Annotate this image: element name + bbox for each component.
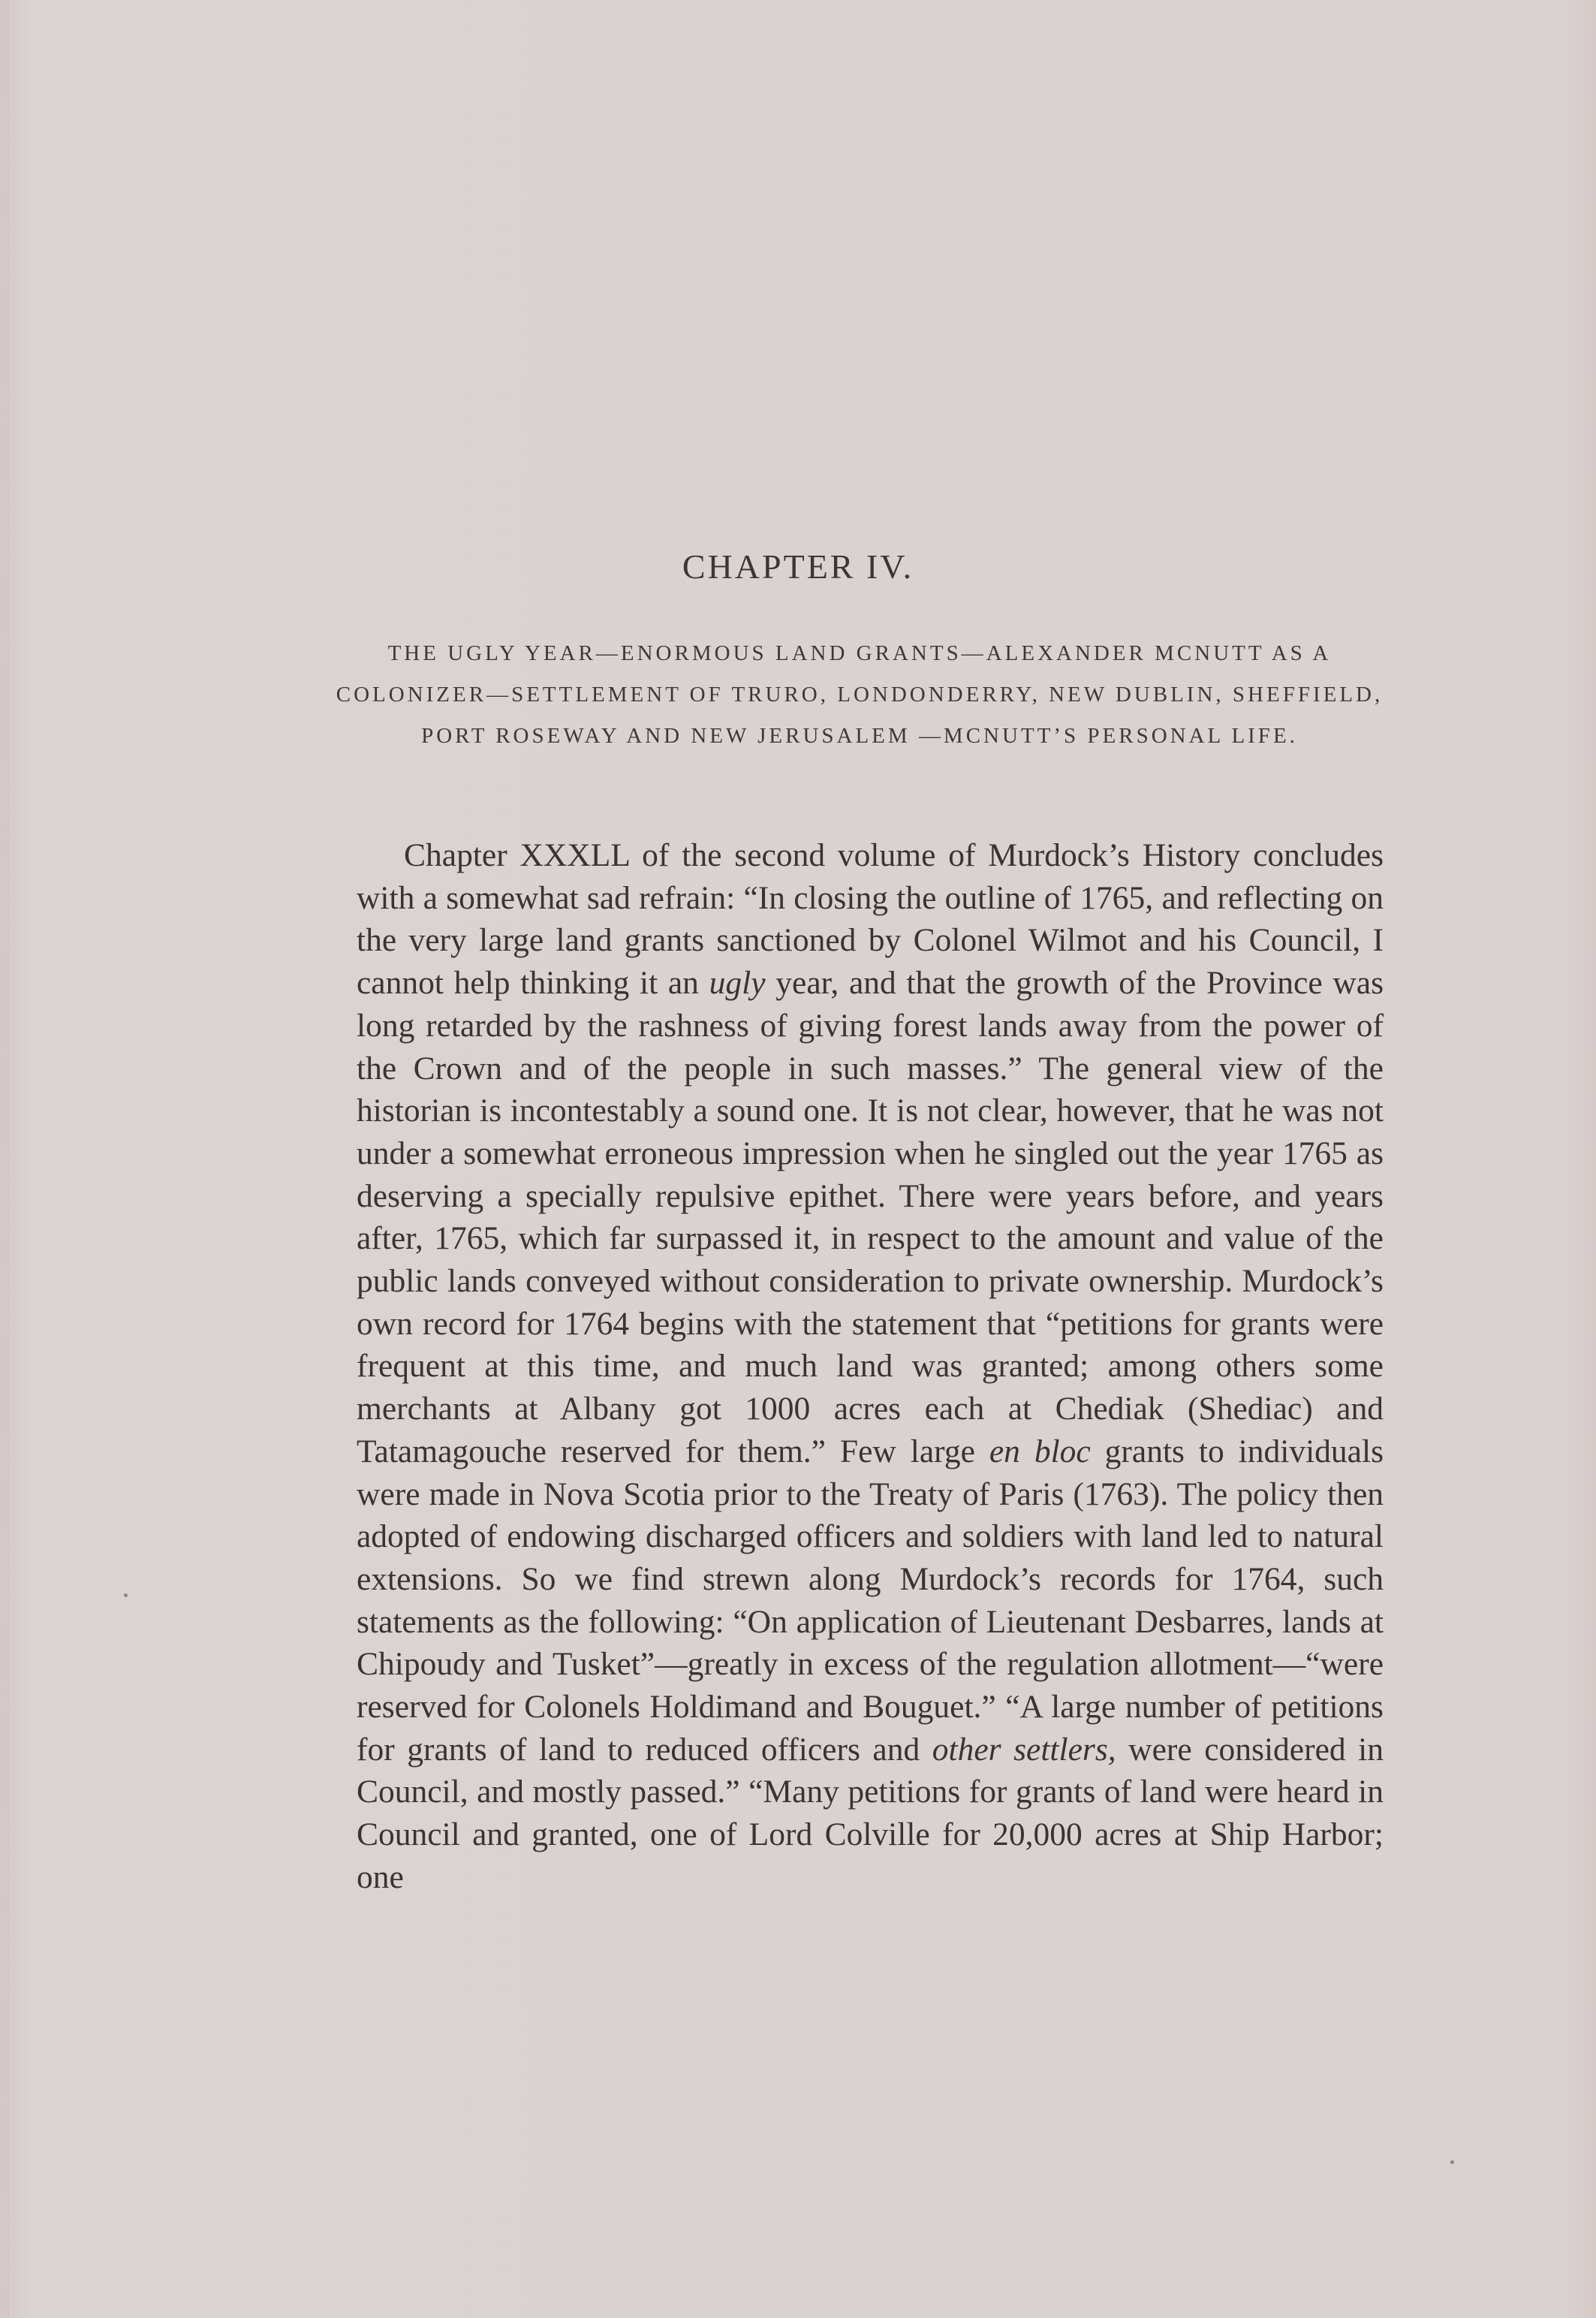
page-edge [8,0,9,2318]
text-segment: grants to individuals were made in Nova Scotia prior to the Treaty of Paris (1763). The policy then adopted of endowing discharged officers and soldiers with land led to natural extensions. So we find strewn along Murdock’s records for 1764, such statements as the following: “On application of Lieutenant Desbarres, lands at Chipoudy and Tusket”—greatly in excess of the regulation allotment—“were reserved for Colonels Holdimand and Bouguet.” “A large number of petitions for grants of land to reduced officers and [357,1433,1384,1768]
chapter-title: CHAPTER IV. [682,547,914,586]
text-segment-italic: ugly [709,965,766,1002]
text-segment: year, and that the growth of the Province was long retarded by the rashness of giving forest lands away from the power of the Crown and of the people in such masses.” The general view of the historian is incontestably a sound one. It is not clear, however, that he was not under a somewhat erroneous impression when he singled out the year 1765 as deserving a specially repulsive epithet. There were years before, and years after, 1765, which far surpassed it, in respect to the amount and value of the public lands conveyed without consideration to private ownership. Murdock’s own record for 1764 begins with the statement that “petitions for grants were frequent at this time, and much land was granted; among others some merchants at Albany got 1000 acres each at Chediak (Shediac) and Tatamagouche reserved for them.” Few large [357,965,1384,1469]
text-segment: were considered in Council, and mostly passed.” “Many petitions for grants of land were heard in Council and granted, one of Lord Colville for 20,000 acres at Ship Harbor; one [357,1731,1384,1895]
paper-speck [1450,2160,1454,2164]
text-segment: Chapter XXXLL of the second volume of Murdock’s History concludes with a somewhat sad refrain: “In closing the outline of 1765, and reflecting on the very large land grants sanctioned by Colonel Wilmot and his Council, I cannot help thinking it an [357,837,1384,1002]
body-text [357,834,1384,1899]
text-segment-italic: other settlers, [932,1731,1116,1768]
paper-speck [124,1593,128,1597]
body-paragraph [357,834,1384,1899]
chapter-subtitle: THE UGLY YEAR—ENORMOUS LAND GRANTS—ALEXANDER MCNUTT AS A COLONIZER—SETTLEMENT OF TRURO, LONDONDERRY, NEW DUBLIN, SHEFFIELD, PORT ROSEWAY AND NEW JERUSALEM —MCNUTT’S PERSONAL LIFE. [336,641,1384,748]
text-segment-italic: en bloc [989,1433,1091,1469]
